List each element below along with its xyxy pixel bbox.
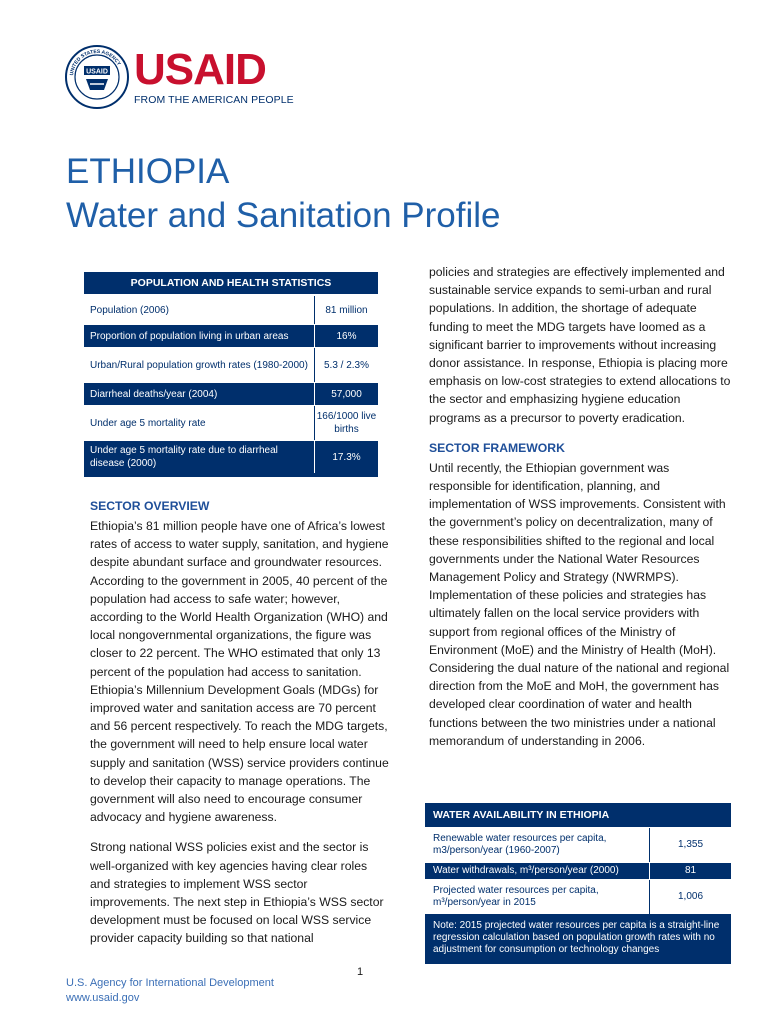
table-row bbox=[84, 347, 378, 382]
table-header: WATER AVAILABILITY IN ETHIOPIA bbox=[433, 809, 610, 821]
page-title bbox=[66, 150, 501, 238]
title-subject: Water and Sanitation Profile bbox=[66, 196, 501, 235]
row-label: Under age 5 mortality rate bbox=[90, 417, 206, 429]
row-label: Population (2006) bbox=[90, 304, 169, 316]
table-row bbox=[84, 295, 378, 324]
table-row bbox=[425, 879, 731, 914]
row-value: 81 million bbox=[314, 296, 378, 324]
table-row bbox=[84, 324, 378, 347]
row-label: Urban/Rural population growth rates (1980-2000) bbox=[90, 359, 308, 371]
table-row bbox=[425, 862, 731, 879]
sector-overview-paragraph: Ethiopia’s 81 million people have one of Africa’s lowest rates of access to water supply, sanitation, and hygiene despite abundant surface and groundwater resources. According to the government in 2005, 40 percent of the population had access to safe water; however, according to the World Health Organization (WHO) and local nongovernmental organizations, the figure was closer to 22 percent. The WHO estimated that only 13 percent of the population had access to sanitation. Ethiopia’s Millennium Development Goals (MDGs) for improved water and sanitation access are 70 percent and 56 percent respectively. To reach the MDG targets, the government will need to help ensure local water supply and sanitation (WSS) service providers continue to develop their capacity to manage operations. The government will also need to encourage consumer advocacy and hygiene awareness. bbox=[90, 519, 389, 825]
left-column bbox=[90, 497, 390, 960]
table-row bbox=[425, 827, 731, 862]
policies-paragraph: policies and strategies are effectively implemented and sustainable service expands to semi-urban and rural populations. In addition, the shortage of adequate funding to meet the MDG targets have loomed as a significant barrier to improvements without increasing donor assistance. In response, Ethiopia is placing more emphasis on low-cost strategies to extend allocations to the sector and emphasizing hygiene education programs as a precursor to poverty eradication. bbox=[429, 265, 731, 425]
brand-name: USAID bbox=[134, 45, 266, 94]
table-header: POPULATION AND HEALTH STATISTICS bbox=[84, 272, 378, 295]
footer bbox=[66, 976, 274, 1006]
title-country: ETHIOPIA bbox=[66, 152, 230, 191]
svg-text:USAID: USAID bbox=[86, 68, 108, 76]
sector-framework-paragraph: Until recently, the Ethiopian government was responsible for identification, planning, and implementation of WSS improvements. Consistent with the government’s policy on decentralization, many of these responsibilities shifted to the regional and local governments under the National Water Resources Management Policy and Strategy (NWRMPS). Implementation of these policies and strategies has ultimately fallen on the local service providers with support from regional offices of the Ministry of Environment (MoE) and the Ministry of Health (MoH). Considering the dual nature of the national and regional direction from the MoE and MoH, the government has developed clear coordination of water and health functions between the two ministries under a national memorandum of understanding in 2006. bbox=[429, 460, 730, 748]
row-label: Under age 5 mortality rate due to diarrheal disease (2000) bbox=[90, 445, 278, 469]
row-value: 1,355 bbox=[649, 828, 731, 862]
usaid-logo bbox=[64, 44, 304, 116]
water-availability-table bbox=[425, 803, 731, 964]
row-value: 1,006 bbox=[649, 880, 731, 914]
svg-text:UNITED STATES AGENCY: UNITED STATES AGENCY bbox=[69, 48, 122, 76]
footer-agency: U.S. Agency for International Development bbox=[66, 977, 274, 989]
row-value: 5.3 / 2.3% bbox=[314, 348, 378, 382]
row-label: Diarrheal deaths/year (2004) bbox=[90, 388, 218, 400]
table-row bbox=[84, 405, 378, 440]
row-value: 166/1000 live births bbox=[314, 406, 378, 440]
row-label: Proportion of population living in urban areas bbox=[90, 330, 289, 342]
usaid-seal-icon bbox=[64, 44, 130, 110]
right-column bbox=[429, 263, 731, 762]
table-note: Note: 2015 projected water resources per capita is a straight-line regression calculation based on population growth rates with no adjustment for consumption or technology changes bbox=[433, 920, 720, 955]
table-row bbox=[84, 382, 378, 405]
row-value: 57,000 bbox=[314, 383, 378, 405]
row-value: 17.3% bbox=[314, 441, 378, 473]
footer-website-link[interactable]: www.usaid.gov bbox=[66, 992, 140, 1004]
row-value: 81 bbox=[649, 863, 731, 879]
table-row bbox=[84, 440, 378, 473]
population-health-table bbox=[84, 272, 378, 477]
row-label: Water withdrawals, m³/person/year (2000) bbox=[433, 865, 619, 876]
row-value: 16% bbox=[314, 325, 378, 347]
brand-tagline: FROM THE AMERICAN PEOPLE bbox=[134, 94, 294, 106]
page-number: 1 bbox=[357, 966, 364, 978]
sector-framework-heading: SECTOR FRAMEWORK bbox=[429, 440, 565, 455]
sector-overview-heading: SECTOR OVERVIEW bbox=[90, 499, 210, 513]
sector-overview-paragraph-2: Strong national WSS policies exist and the sector is well-organized with key agencies having clear roles and strategies to implement WSS sector improvements. The next step in Ethiopia’s WSS sector development must be focused on local WSS service provider capacity building so that national bbox=[90, 840, 384, 946]
row-label: Renewable water resources per capita, m3/person/year (1960-2007) bbox=[433, 833, 607, 856]
row-label: Projected water resources per capita, m³/person/year in 2015 bbox=[433, 885, 599, 908]
